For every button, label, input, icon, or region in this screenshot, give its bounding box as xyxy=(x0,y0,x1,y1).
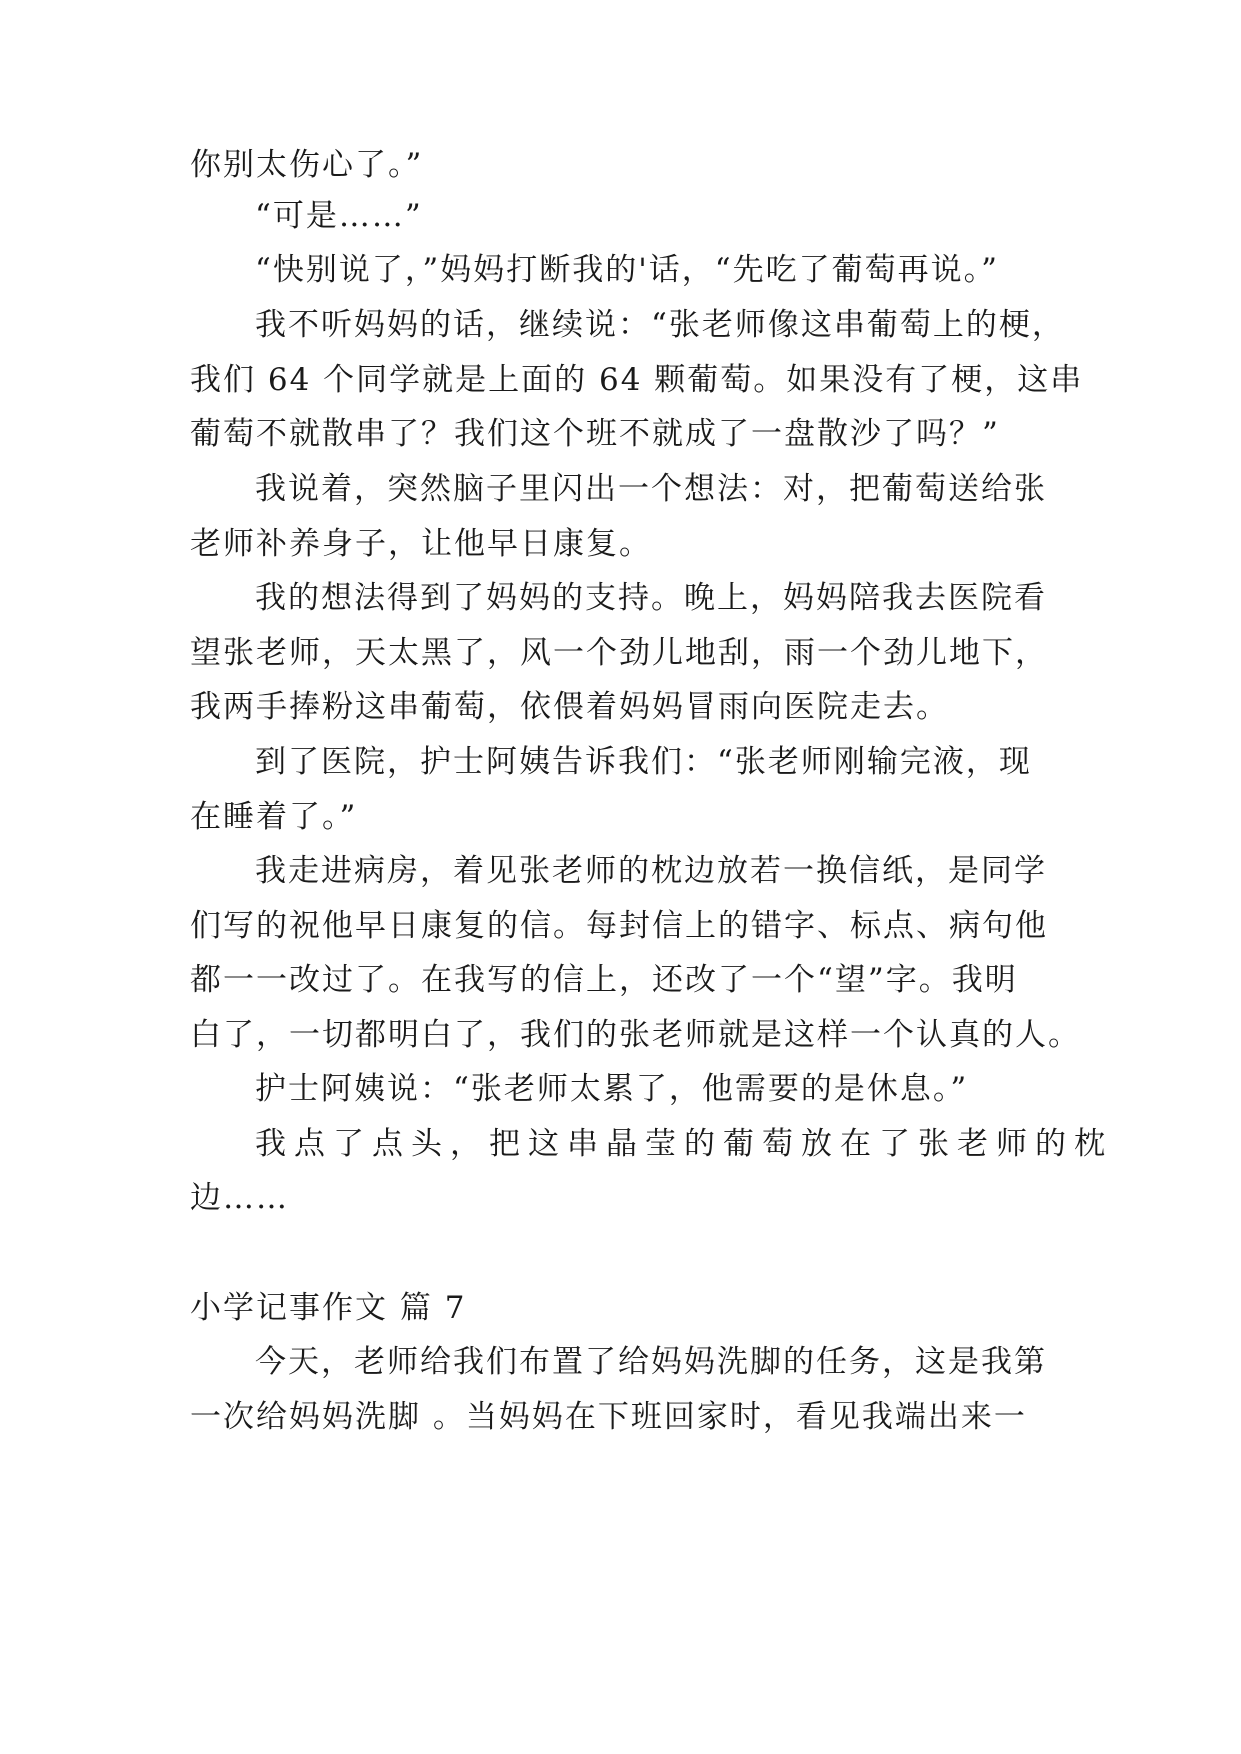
text-line: 在睡着了。” xyxy=(190,799,358,835)
text-line: 我说着，突然脑子里闪出一个想法：对，把葡萄送给张 xyxy=(255,471,1047,507)
text-line: 我不听妈妈的话，继续说：“张老师像这串葡萄上的梗， xyxy=(255,307,1065,343)
text-line: 边…… xyxy=(190,1180,289,1216)
text-line: 我们 64 个同学就是上面的 64 颗葡萄。如果没有了梗，这串 xyxy=(190,362,1084,398)
text-line: 我两手捧粉这串葡萄，依偎着妈妈冒雨向医院走去。 xyxy=(190,689,949,725)
text-line: “快别说了，”妈妈打断我的'话，“先吃了葡萄再说。” xyxy=(255,252,999,288)
text-line: 们写的祝他早日康复的信。每封信上的错字、标点、病句他 xyxy=(190,908,1048,944)
text-line: 都一一改过了。在我写的信上，还改了一个“望”字。我明 xyxy=(190,962,1018,998)
text-line: 葡萄不就散串了？我们这个班不就成了一盘散沙了吗？” xyxy=(190,416,1000,452)
text-line: “可是……” xyxy=(255,198,423,234)
text-line: 到了医院，护士阿姨告诉我们：“张老师刚输完液，现 xyxy=(255,744,1032,780)
text-line: 老师补养身子，让他早日康复。 xyxy=(190,526,652,562)
text-line: 我的想法得到了妈妈的支持。晚上，妈妈陪我去医院看 xyxy=(255,580,1047,616)
text-line: 白了，一切都明白了，我们的张老师就是这样一个认真的人。 xyxy=(190,1017,1081,1053)
text-line: 望张老师，天太黑了，风一个劲儿地刮，雨一个劲儿地下， xyxy=(190,635,1048,671)
text-line: 一次给妈妈洗脚 。当妈妈在下班回家时，看见我端出来一 xyxy=(190,1399,1027,1435)
text-line: 你别太伤心了。” xyxy=(190,147,424,183)
text-line: 今天，老师给我们布置了给妈妈洗脚的任务，这是我第 xyxy=(255,1344,1047,1380)
text-line: 护士阿姨说：“张老师太累了，他需要的是休息。” xyxy=(255,1071,969,1107)
section-heading: 小学记事作文 篇 7 xyxy=(190,1290,467,1326)
text-line: 我走进病房，着见张老师的枕边放若一换信纸，是同学 xyxy=(255,853,1047,889)
text-line: 我点了点头，把这串晶莹的葡萄放在了张老师的枕 xyxy=(255,1126,1113,1162)
